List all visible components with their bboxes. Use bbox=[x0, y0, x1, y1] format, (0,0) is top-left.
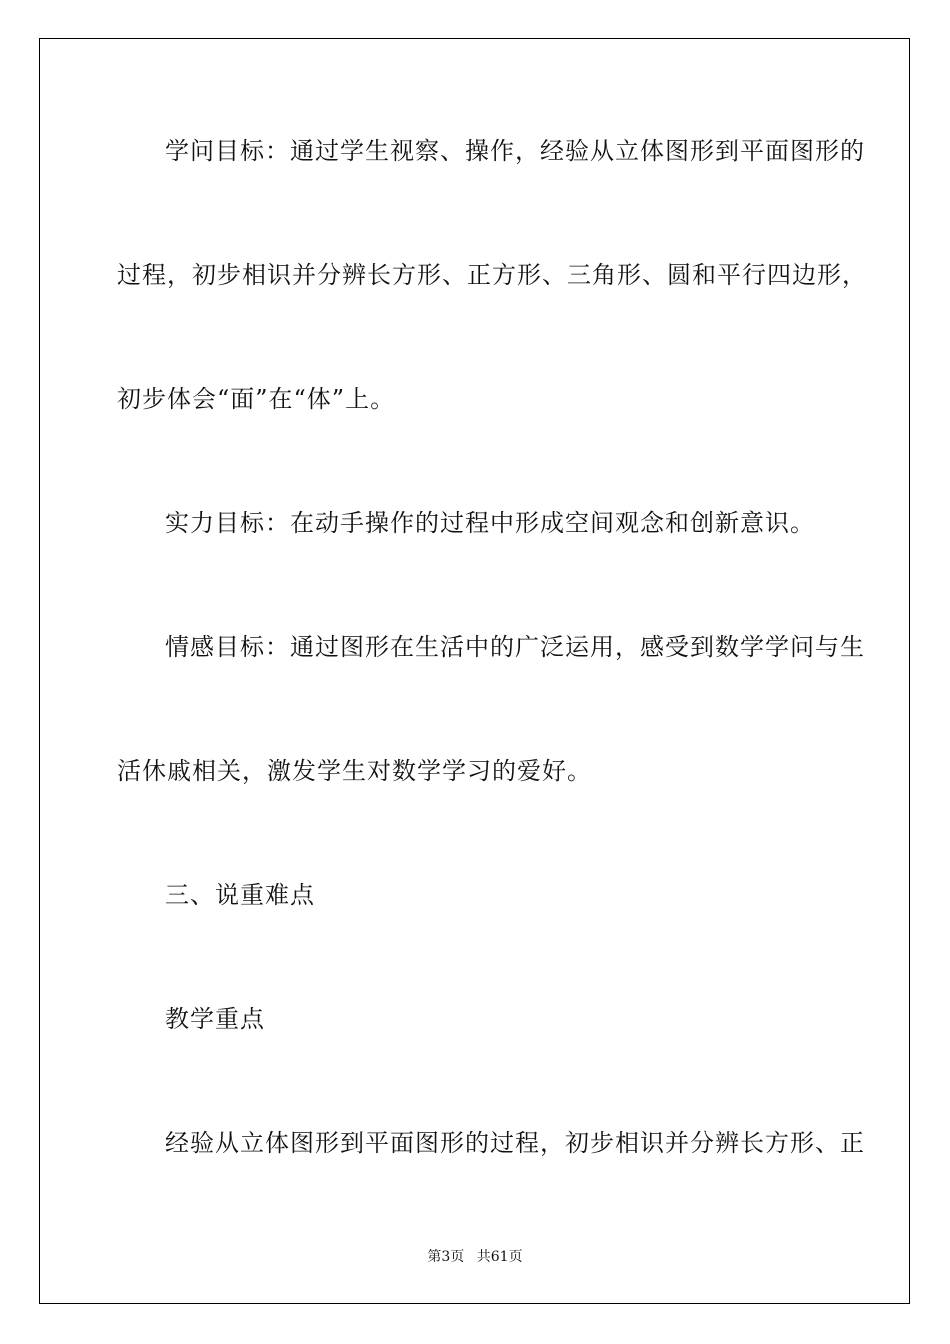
paragraph-key-points: 经验从立体图形到平面图形的过程，初步相识并分辨长方形、正 bbox=[165, 1129, 865, 1157]
paragraph-line: 活休戚相关，激发学生对数学学习的爱好。 bbox=[117, 757, 592, 785]
paragraph-ability-goal: 实力目标：在动手操作的过程中形成空间观念和创新意识。 bbox=[165, 509, 815, 537]
page-footer bbox=[0, 1246, 950, 1266]
paragraph-line: 初步体会“面”在“体”上。 bbox=[117, 385, 396, 413]
page-total: 共61页 bbox=[476, 1249, 523, 1265]
subheading-key-points: 教学重点 bbox=[165, 1005, 265, 1033]
paragraph-emotion-goal: 情感目标：通过图形在生活中的广泛运用，感受到数学学问与生 bbox=[165, 633, 865, 661]
paragraph-line: 过程，初步相识并分辨长方形、正方形、三角形、圆和平行四边形， bbox=[117, 261, 867, 289]
page-number: 第3页 bbox=[427, 1249, 465, 1265]
paragraph-knowledge-goal: 学问目标：通过学生视察、操作，经验从立体图形到平面图形的 bbox=[165, 137, 865, 165]
page-border bbox=[39, 38, 910, 1304]
section-heading: 三、说重难点 bbox=[165, 881, 315, 909]
